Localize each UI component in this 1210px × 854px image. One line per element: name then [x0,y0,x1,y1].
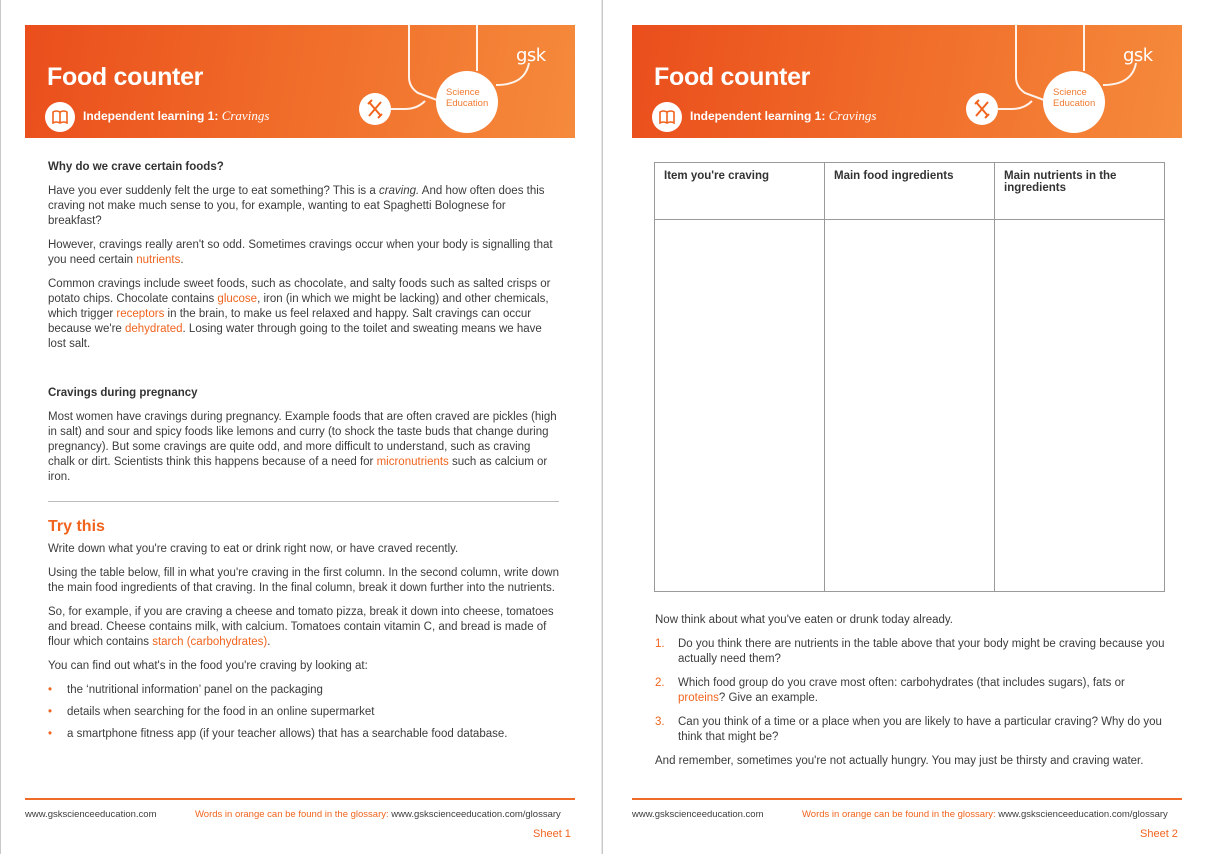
craving-table [654,162,1165,592]
table-header-row [655,163,1165,220]
science-education-text: Science Education [446,87,489,109]
column-header-item: Item you're craving [655,163,825,220]
glossary-link-nutrients[interactable]: nutrients [136,254,181,266]
cell-nutrients-input[interactable] [995,220,1165,592]
questions-intro: Now think about what you've eaten or drunk today already. [655,614,953,626]
footer-url[interactable]: www.gskscienceeducation.com [632,809,764,820]
glossary-link-starch[interactable]: starch (carbohydrates) [152,636,268,648]
footer-glossary: Words in orange can be found in the glossary: www.gskscienceeducation.com/glossary [195,809,561,820]
section-divider [48,501,559,502]
sheet-2 [602,0,1210,854]
try-paragraph-1: Write down what you're craving to eat or drink right now, or have craved recently. [48,543,459,555]
cell-ingredients-input[interactable] [825,220,995,592]
book-icon [652,102,682,132]
heading-why-crave: Why do we crave certain foods? [48,161,224,173]
sheet-number: Sheet 2 [1140,828,1178,840]
footer-line [25,798,575,800]
table-row [655,220,1165,592]
try-paragraph-3: So, for example, if you are craving a cheese and tomato pizza, break it down into cheese, tomatoes and bread. Cheese contains milk, with calcium. Tomatoes contain vitamin C, and bread is made of flour which contains starch (carbohydrates). [48,606,554,648]
column-header-nutrients: Main nutrients in the ingredients [995,163,1165,220]
fork-knife-icon [359,93,391,125]
pregnancy-section [48,386,560,494]
footer-line [632,798,1182,800]
cell-item-input[interactable] [655,220,825,592]
paragraph-pregnancy: Most women have cravings during pregnancy. Example foods that are often craved are pickles (high in salt) and sour and spicy foods like lemons and curry (to shock the taste buds that change during pregnancy). But some cravings are quite odd, and more difficult to understand, such as craving chalk or dirt. Scientists think this happens because of a need for micronutrients such as calcium or iron. [48,411,557,483]
banner-subtitle: Independent learning 1: Cravings [690,108,877,123]
heading-pregnancy: Cravings during pregnancy [48,387,198,399]
gsk-logo: gsk [516,45,546,66]
book-icon [45,102,75,132]
glossary-link-proteins[interactable]: proteins [678,692,719,704]
question-item: 3. Can you think of a time or a place when you are likely to have a particular craving? Why do you think that might be? [655,716,1162,743]
gsk-logo: gsk [1123,45,1153,66]
paragraph-signalling: However, cravings really aren't so odd. Sometimes cravings occur when your body is signalling that you need certain nutrients. [48,239,553,266]
question-item: 1. Do you think there are nutrients in the table above that your body might be craving because you actually need them? [655,638,1165,665]
glossary-link-dehydrated[interactable]: dehydrated [125,323,183,335]
paragraph-common-cravings: Common cravings include sweet foods, such as chocolate, and salty foods such as salted crisps or potato chips. Chocolate contains glucose, iron (in which we might be lacking) and other chemicals, which trigger receptors in the brain, to make us feel relaxed and happy. Salt cravings can occur because we're dehydrated. Losing water through going to the toilet and sweating means we have lost salt. [48,278,551,350]
try-this-section [48,519,560,749]
questions-section [655,613,1165,778]
fork-knife-icon [966,93,998,125]
science-education-text: Science Education [1053,87,1096,109]
glossary-link-receptors[interactable]: receptors [116,308,165,320]
question-item: 2. Which food group do you crave most often: carbohydrates (that includes sugars), fats or proteins? Give an example. [655,677,1125,704]
closing-remark: And remember, sometimes you're not actually hungry. You may just be thirsty and craving water. [655,755,1144,767]
intro-section [48,160,560,361]
header-banner [25,25,575,138]
page-title: Food counter [47,63,204,91]
footer-url[interactable]: www.gskscienceeducation.com [25,809,157,820]
sheet-number: Sheet 1 [533,828,571,840]
try-paragraph-4: You can find out what's in the food you're craving by looking at: [48,660,368,672]
list-item: • the ‘nutritional information’ panel on the packaging [48,683,560,698]
footer-glossary: Words in orange can be found in the glossary: www.gskscienceeducation.com/glossary [802,809,1168,820]
paragraph-craving: Have you ever suddenly felt the urge to eat something? This is a craving. And how often does this craving not make much sense to you, for example, wanting to eat Spaghetti Bolognese for breakfast? [48,185,545,227]
glossary-link-micronutrients[interactable]: micronutrients [376,456,449,468]
page-title: Food counter [654,63,811,91]
column-header-ingredients: Main food ingredients [825,163,995,220]
glossary-url[interactable]: www.gskscienceeducation.com/glossary [391,809,561,820]
banner-subtitle: Independent learning 1: Cravings [83,108,270,123]
sheet-1 [0,0,601,854]
glossary-link-glucose[interactable]: glucose [217,293,258,305]
heading-try-this: Try this [48,518,105,535]
try-paragraph-2: Using the table below, fill in what you're craving in the first column. In the second column, write down the main food ingredients of that craving. In the final column, break it down further into the nutrients. [48,567,560,594]
glossary-url[interactable]: www.gskscienceeducation.com/glossary [998,809,1168,820]
header-banner [632,25,1182,138]
list-item: • details when searching for the food in an online supermarket [48,705,560,720]
list-item: • a smartphone fitness app (if your teacher allows) that has a searchable food database. [48,727,560,742]
